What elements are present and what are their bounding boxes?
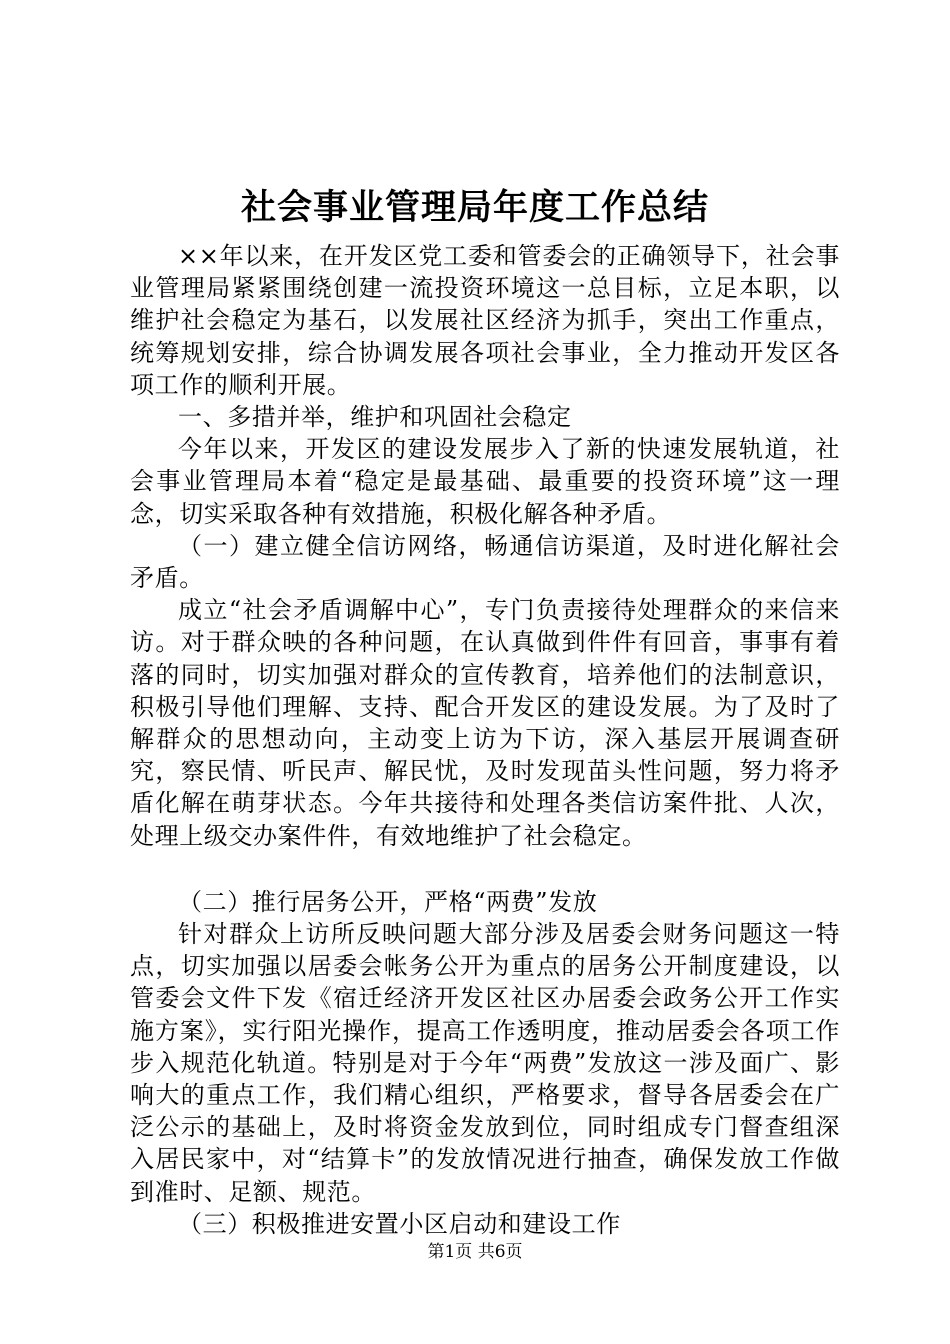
paragraph-section-1: 今年以来，开发区的建设发展步入了新的快速发展轨道，社会事业管理局本着“稳定是最基础、最重要的投资环境”这一理念，切实采取各种有效措施，积极化解各种矛盾。	[130, 435, 840, 528]
subsection-heading-3: （三）积极推进安置小区启动和建设工作	[178, 1209, 621, 1238]
subsection-heading-1: （一）建立健全信访网络，畅通信访渠道，及时进化解社会矛盾。	[130, 531, 840, 593]
paragraph-subsection-1: 成立“社会矛盾调解中心”，专门负责接待处理群众的来信来访。对于群众映的各种问题，在认真做到件件有回音，事事有着落的同时，切实加强对群众的宣传教育，培养他们的法制意识，积极引导他们理解、支持、配合开发区的建设发展。为了及时了解群众的思想动向，主动变上访为下访，深入基层开展调查研究，察民情、听民声、解民忧，及时发现苗头性问题，努力将矛盾化解在萌芽状态。今年共接待和处理各类信访案件批、人次，处理上级交办案件件，有效地维护了社会稳定。	[130, 596, 840, 850]
paragraph-intro: ××年以来，在开发区党工委和管委会的正确领导下，社会事业管理局紧紧围绕创建一流投资环境这一总目标，立足本职，以维护社会稳定为基石，以发展社区经济为抓手，突出工作重点，统筹规划安排，综合协调发展各项社会事业，全力推动开发区各项工作的顺利开展。	[130, 242, 840, 399]
document-title: 社会事业管理局年度工作总结	[240, 187, 709, 228]
subsection-heading-2: （二）推行居务公开，严格“两费”发放	[178, 887, 598, 916]
page-footer: 第1页 共6页	[427, 1242, 523, 1262]
section-heading-1: 一、多措并举，维护和巩固社会稳定	[178, 403, 572, 432]
document-body	[130, 240, 840, 1240]
paragraph-subsection-2: 针对群众上访所反映问题大部分涉及居委会财务问题这一特点，切实加强以居委会帐务公开为重点的居务公开制度建设，以管委会文件下发《宿迁经济开发区社区办居委会政务公开工作实施方案》，实行阳光操作，提高工作透明度，推动居委会各项工作步入规范化轨道。特别是对于今年“两费”发放这一涉及面广、影响大的重点工作，我们精心组织，严格要求，督导各居委会在广泛公示的基础上，及时将资金发放到位，同时组成专门督查组深入居民家中，对“结算卡”的发放情况进行抽查，确保发放工作做到准时、足额、规范。	[130, 920, 840, 1206]
